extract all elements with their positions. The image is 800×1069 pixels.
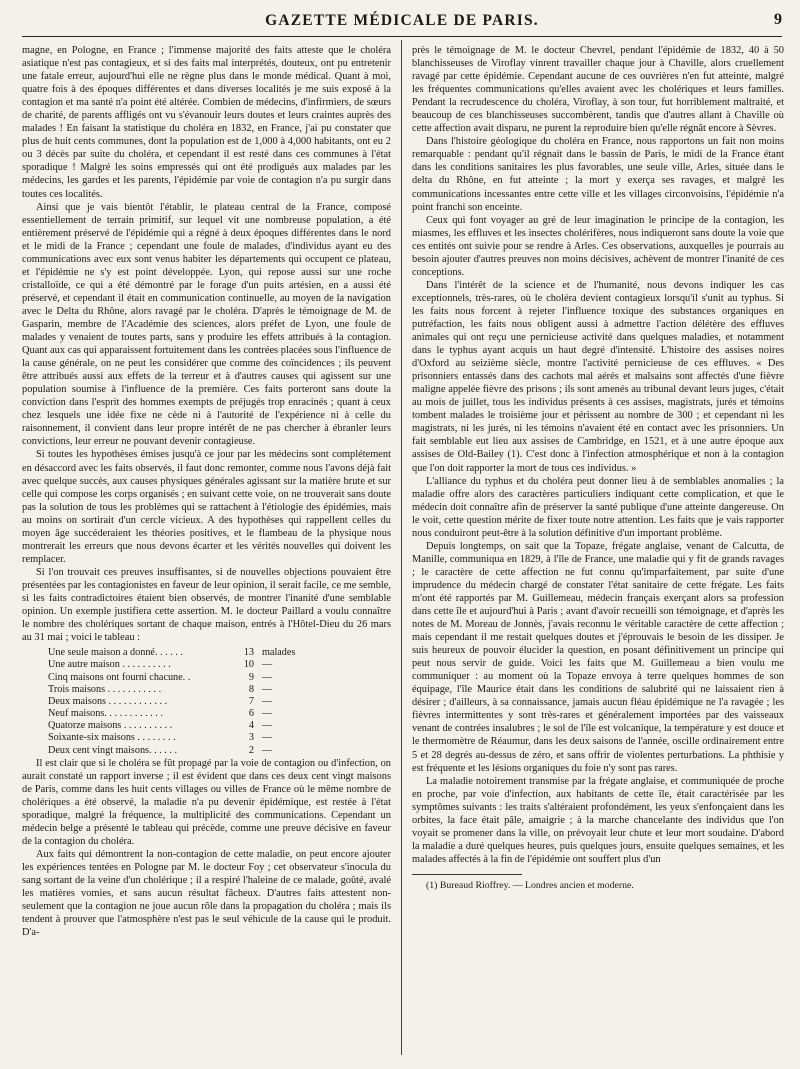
table-row: [22, 707, 391, 719]
paragraph: près le témoignage de M. le docteur Chevrel, pendant l'épidémie de 1832, 40 à 50 blanchisseuses de Viroflay vinrent travailler chaque jour à Chaville, alors cruellement ravagé par cette épidémie. Cependant aucune de ces ouvrières n'en fut atteinte, malgré les fréquentes communications qu'elles avaient avec les cholériques et leurs familles. Pendant la recrudescence du choléra, Viroflay, à son tour, fut horriblement maltraité, et beaucoup de ces blanchisseuses succombèrent, tandis que d'autres allant à Chaville où cette affection avait disparu, ne purent la reproduire bien qu'elle régnât encore à Sèvres.: [412, 45, 784, 135]
paragraph: Aux faits qui démontrent la non-contagion de cette maladie, on peut encore ajouter les expériences tentées en Pologne par M. le docteur Foy ; cet observateur s'inocula du sang sortant de la veine d'un cholérique ; il a respiré l'haleine de ce malade, goûté, avalé les matières vomies, et sans aucun résultat fâcheux. D'autres faits attestent non-seulement que la contagion ne joue aucun rôle dans la propagation du choléra ; mais ils tendent à prouver que l'atmosphère n'est pas le seul véhicule de la cause qui le produit. D'a-: [22, 849, 391, 939]
table-row-count: 8: [248, 683, 254, 695]
paragraph: Dans l'histoire géologique du choléra en France, nous rapportons un fait non moins remarquable : pendant qu'il régnait dans le bassin de Paris, le midi de la France étant dans les conditions sanitaires les plus favorables, une seule ville, Arles, située dans le delta du Rhône, en fut atteinte ; la mort y exerça ses ravages, et malgré les communications incessantes entre cette ville et les villages circonvoisins, l'épidémie n'a point franchi son enceinte.: [412, 136, 784, 213]
table-row-unit: —: [262, 695, 273, 707]
paragraph: Si l'on trouvait ces preuves insuffisantes, si de nouvelles objections pouvaient être présentées par les contagionistes en faveur de leur opinion, il serait facile, ce me semble, si les faits contradictoires étaient bien observés, de montrer l'inanité d'une semblable opinion. Un exemple justifiera cette assertion. M. le docteur Paillard a voulu connaître le nombre des cholériques sortant de chaque maison, entrés à l'Hôtel-Dieu du 26 mars au 31 mai ; voici le tableau :: [22, 566, 391, 644]
table-row: [22, 744, 391, 756]
table-row-count: 6: [248, 708, 254, 720]
table-row-label: Neuf maisons. . . . . . . . . . . .: [48, 708, 163, 720]
table-row-label: Cinq maisons ont fourni chacune. .: [48, 671, 191, 683]
table-row-count: 10: [243, 659, 254, 671]
table-row: [22, 671, 391, 683]
table-row-count: 3: [248, 732, 254, 744]
paragraph: Ceux qui font voyager au gré de leur imagination le principe de la contagion, les miasmes, les effluves et les insectes cholérifères, nous indiqueront sans doute la voie que ces entités ont suivie pour se rendre à Arles. Ces observations, auxquelles je pourrais au besoin ajouter d'autres preuves non moins décisives, achèvent de montrer l'inanité de ces conceptions.: [412, 214, 784, 278]
table-row-unit: —: [262, 659, 273, 671]
table-row-unit: —: [262, 720, 273, 732]
table-row: [22, 683, 391, 695]
table-row-label: Quatorze maisons . . . . . . . . . .: [48, 720, 173, 732]
table-row-unit: —: [262, 744, 273, 756]
paragraph: Dans l'intérêt de la science et de l'humanité, nous devons indiquer les cas exceptionnels, très-rares, où le choléra devient contagieux lorsqu'il s'unit au typhus. Si les faits nous forcent à rejeter l'influence toxique des substances organiques en putréfaction, les faits nous obligent aussi à admettre l'action délétère des effluves animales qui ont reçu une pernicieuse activité dans quelques maladies, et notamment dans le typhus ayant acquis un haut degré d'intensité. L'histoire des assises noires d'Oxford au seizième siècle, montre l'activité pernicieuse de ces effluves. « Des prisonniers entassés dans des cachots mal aérés et malsains sont affectés d'une fièvre maligne appelée fièvre des prisons ; ils sont amenés au tribunal devant leurs juges, c'était au mois de juillet, tous les individus présents à ces assises, magistrats, jurés et témoins tombent malades le troisième jour et périssent au nombre de 300 ; et cependant ni les magistrats, ni les jurés, ni les témoins n'avaient été en contact avec les prisonniers. Un fait semblable eut lieu aux assises de Cambridge, en 1521, et à une autre époque aux assises de Old-Bailey (1). C'est donc à l'infection atmosphérique et non à la contagion que l'on doit rapporter la mort de tous ces individus. »: [412, 279, 784, 474]
page-number: 9: [774, 11, 782, 28]
table-row-label: Une autre maison . . . . . . . . . .: [48, 659, 171, 671]
paragraph: La maladie notoirement transmise par la frégate anglaise, et communiquée de proche en proche, par voie d'infection, aux habitants de cette île, était caractérisée par les symptômes suivants : les traits s'altéraient profondément, les yeux s'enfonçaient dans les orbites, la face était pâle, amaigrie ; à la marche chancelante des individus que l'on voyait se promener dans la ville, on prévoyait leur chute et leur mort soudaine. D'abord la maladie a duré quelques heures, puis quelques jours, ensuite quelques semaines, et les malades affectés à la fin de l'épidémie ont souffert plus d'un: [412, 775, 784, 865]
page-header: [22, 10, 782, 37]
footnote-rule: [412, 874, 522, 875]
paragraph: Ainsi que je vais bientôt l'établir, le plateau central de la France, composé essentiellement de terrain primitif, sur lequel vit une nombreuse population, a été entièrement préservé de l'épidémie qui a régné à deux époques différentes dans le nord et le midi de la France ; cependant une foule de malades, d'individus ayant eu des communications avec eux sont venus habiter les départements qui occupent ce plateau, et l'épidémie ne s'y est point développée. Lyon, qui repose aussi sur une roche cristalloïde, ce qui a été démontré par le forage d'un puits artésien, en a aussi été préservé, et cependant il était en communication continuelle, au moyen de la navigation avec le Delta du Rhône, alors ravagé par le choléra. D'après le témoignage de M. de Gasparin, membre de l'Académie des sciences, alors préfet de Lyon, une foule de malades y venaient de toutes parts, sans y produire les effets attribués à la contagion. Quant aux cas qui apparaissent fortuitement dans les contrées placées sous l'influence de la cause générale, on ne peut les considérer que comme des coïncidences ; ils peuvent être attribués aussi aux effets de la terreur et à d'autres causes qui agissent sur une population soumise à l'influence de la première. Ces faits porteront sans doute la conviction dans l'esprit des hommes exempts de préjugés trop enracinés ; quant à ceux chez lesquels une idée fixe ne cède ni à l'autorité de l'expérience ni à celle du raisonnement, il convient dans leur propre intérêt de ne pas chercher à ébranler leurs convictions, leur erreur ne pouvant devenir contagieuse.: [22, 201, 391, 448]
table-row: [22, 731, 391, 743]
table-row-label: Deux maisons . . . . . . . . . . . .: [48, 695, 168, 707]
table-row-count: 2: [248, 744, 254, 756]
table-row-label: Trois maisons . . . . . . . . . . .: [48, 683, 162, 695]
table-row-count: 4: [248, 720, 254, 732]
cholera-houses-table: [22, 646, 391, 756]
table-row-unit: —: [262, 671, 273, 683]
table-row-count: 13: [243, 647, 254, 659]
footnote: (1) Bureaud Rioffrey. — Londres ancien et moderne.: [426, 879, 634, 891]
table-row: [22, 646, 391, 658]
table-row-unit: —: [262, 683, 273, 695]
table-row-label: Une seule maison a donné. . . . . .: [48, 647, 183, 659]
table-row-label: Deux cent vingt maisons. . . . . .: [48, 744, 178, 756]
paragraph: Si toutes les hypothèses émises jusqu'à ce jour par les médecins sont complétement en désaccord avec les faits observés, il faut donc remonter, comme nous l'avons déjà fait avec quelque succès, aux causes physiques générales agissant sur la matière brute et sur celle qui compose les corps organisés ; en suivant cette voie, on ne trouverait sans doute pas la solution de tous les problèmes qui se rattachent à l'étiologie des épidémies, mais au moins on sortirait d'un cercle vicieux. A des hypothèses qui rappellent celles du moyen âge succéderaient les théories positives, et le flambeau de la physique nous montrerait les erreurs que nous devons écarter et les vérités nouvelles qui doivent les remplacer.: [22, 449, 391, 565]
paragraph: Depuis longtemps, on sait que la Topaze, frégate anglaise, venant de Calcutta, de Manille, communiqua en 1829, à l'île de France, une maladie qui y fit de grands ravages ; le caractère de cette affection ne fut connu qu'imparfaitement, par suite d'une imprudence du médecin chargé de constater l'état sanitaire de cette frégate. Les faits m'ont été rapportés par M. Guillemeau, médecin français exerçant alors sa profession dans cette île et aujourd'hui à Paris ; avant d'avoir recueilli son témoignage, et d'après les notes de M. Moreau de Jonnès, j'avais reconnu le véritable caractère de cette affection ; mais cependant il me restait quelques doutes et j'éprouvais le besoin de les dissiper. Je suis heureux de pouvoir élucider la question, en posant définitivement un principe qui peut nous servir de guide. Voici les faits que M. Guillemeau a bien voulu me communiquer : au moment où la Topaze envoya à terre quelques hommes de son équipage, l'île Maurice était dans les conditions de salubrité qui ne laissaient rien à désirer ; d'ailleurs, à sa connaissance, jamais aucun fléau épidémique ne l'a ravagée ; les fièvres intermittentes y sont très-rares et généralement importées par des vaisseaux venant de contrées insalubres ; le sol de l'île est volcanique, la température y est douce et le thermomètre de Réaumur, dans les deux saisons de l'année, oscille ordinairement entre 5 et 28 degrés au-dessus de zéro, et sans offrir de violentes perturbations. La phthisie y est fréquente et les lésions organiques du foie n'y sont pas rares.: [412, 540, 784, 774]
table-row-unit: malades: [262, 647, 296, 659]
paragraph: Il est clair que si le choléra se fût propagé par la voie de contagion ou d'infection, on aurait constaté un rapport inverse ; il est évident que dans ces deux cent vingt maisons de Paris, comme dans les huit cents villages ou villes de France où le même nombre de cholériques a été observé, la maladie n'a pu devenir épidémique, est restée à l'état sporadique, malgré la fréquence, la multiplicité des communications. Cependant un médecin belge a présenté le tableau qui précède, comme une preuve décisive en faveur de la contagion du choléra.: [22, 757, 391, 848]
table-row-count: 9: [248, 671, 254, 683]
table-row: [22, 719, 391, 731]
running-title: GAZETTE MÉDICALE DE PARIS.: [265, 12, 539, 29]
table-row: [22, 695, 391, 707]
left-column: [22, 44, 391, 1059]
table-row-unit: —: [262, 732, 273, 744]
table-row-unit: —: [262, 708, 273, 720]
paragraph: L'alliance du typhus et du choléra peut donner lieu à de semblables anomalies ; la maladie offre alors des caractères particuliers indiquant cette complication, et que le médecin doit connaître afin de préserver la santé publique d'une atteinte dangereuse. On le voit, cette question mérite de fixer toute notre attention. Les faits que je vais rapporter nous conduiront peut-être à la solution définitive d'un important problème.: [412, 475, 784, 539]
table-row-label: Soixante-six maisons . . . . . . . .: [48, 732, 176, 744]
right-column: [412, 44, 784, 1059]
table-row-count: 7: [248, 695, 254, 707]
table-row: [22, 658, 391, 670]
column-divider: [401, 40, 402, 1055]
paragraph: magne, en Pologne, en France ; l'immense majorité des faits atteste que le choléra asiatique n'est pas contagieux, et si des faits mal interprétés, douteux, ont pu entretenir une fatale erreur, aujourd'hui elle ne règne plus dans le monde médical. Quant à moi, quatre fois à des époques différentes et dans diverses localités je me suis exposé à la contagion et ma santé n'a point été altérée. Combien de médecins, d'infirmiers, de sœurs de charité, de parents affligés ont vu s'évanouir leurs doutes et leurs craintes auprès des malades ! En faisant la statistique du choléra en 1832, en France, j'ai pu constater que plus de huit cents communes, dont la population est de 1,000 à 4,000 habitants, ont eu 2 ou 3 décès par suite du choléra, et cependant il est resté dans ces communes à l'état sporadique ! Malgré les soins empressés qui ont été prodigués aux malades par les médecins, les gardes et les parents, l'épidémie par voie de contagion n'a pu surgir dans toutes ces localités.: [22, 45, 391, 200]
